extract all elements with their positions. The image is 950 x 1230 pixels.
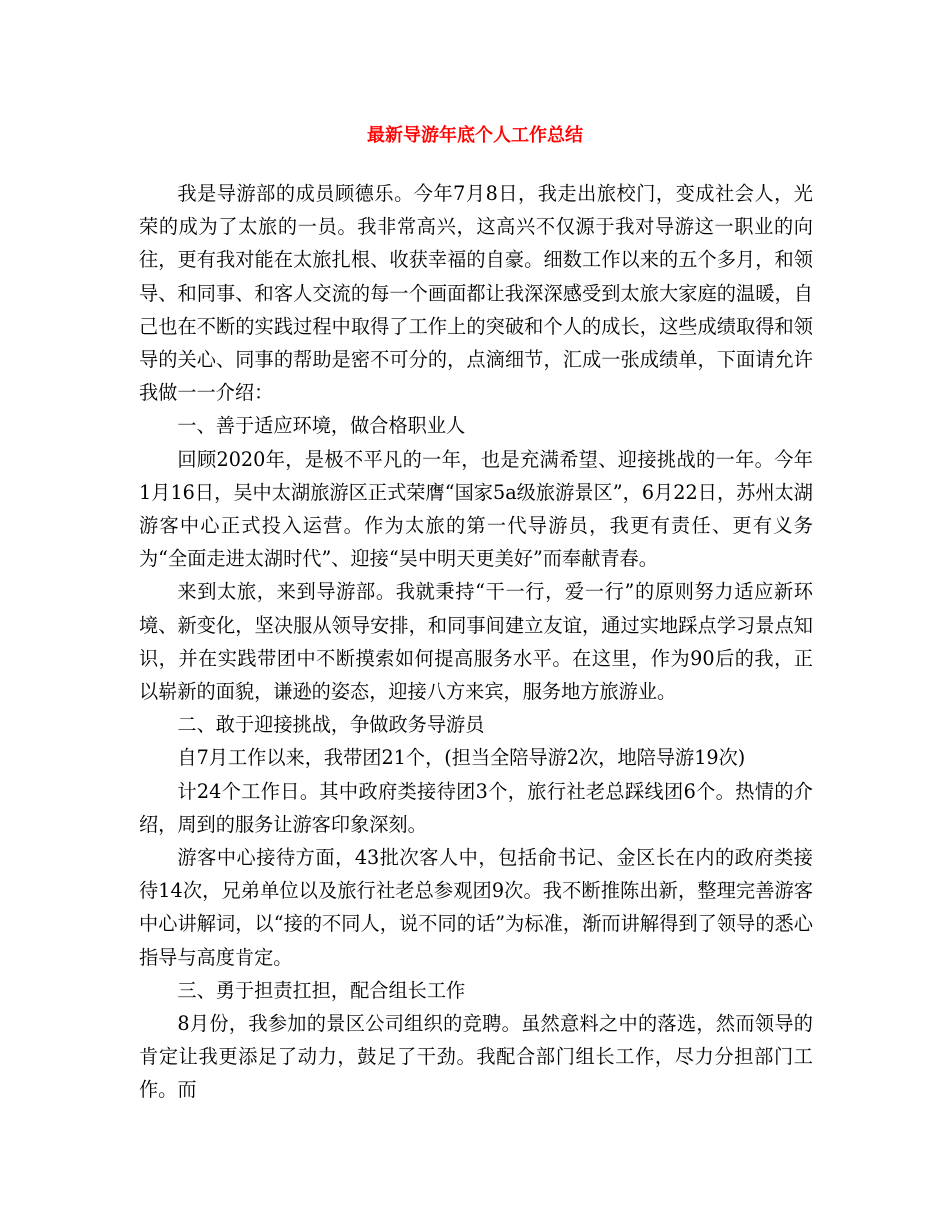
paragraph: 计24个工作日。其中政府类接待团3个，旅行社老总踩线团6个。热情的介绍，周到的服务让游客印象深刻。 (139, 779, 813, 836)
paragraph-intro: 我是导游部的成员顾德乐。今年7月8日，我走出旅校门，变成社会人，光荣的成为了太旅的一员。我非常高兴，这高兴不仅源于我对导游这一职业的向往，更有我对能在太旅扎根、收获幸福的自豪。细数工作以来的五个多月，和领导、和同事、和客人交流的每一个画面都让我深深感受到太旅大家庭的温暖，自己也在不断的实践过程中取得了工作上的突破和个人的成长，这些成绩取得和领导的关心、同事的帮助是密不可分的，点滴细节，汇成一张成绩单，下面请允许我做一一介绍： (139, 182, 813, 405)
section-heading-1: 一、善于适应环境，做合格职业人 (177, 414, 466, 438)
paragraph: 8月份，我参加的景区公司组织的竞聘。虽然意料之中的落选，然而领导的肯定让我更添足了动力，鼓足了干劲。我配合部门组长工作，尽力分担部门工作。而 (139, 1012, 813, 1102)
document-body (139, 162, 813, 1107)
document-title: 最新导游年底个人工作总结 (367, 125, 583, 146)
section-heading-2: 二、敢于迎接挑战，争做政务导游员 (177, 713, 485, 737)
section-heading-3: 三、勇于担责扛担，配合组长工作 (177, 978, 466, 1002)
paragraph: 游客中心接待方面，43批次客人中，包括俞书记、金区长在内的政府类接待14次，兄弟单位以及旅行社老总参观团9次。我不断推陈出新，整理完善游客中心讲解词，以“接的不同人，说不同的话”为标准，渐而讲解得到了领导的悉心指导与高度肯定。 (139, 846, 813, 969)
paragraph: 自7月工作以来，我带团21个，(担当全陪导游2次，地陪导游19次) (177, 746, 746, 770)
paragraph: 来到太旅，来到导游部。我就秉持“干一行，爱一行”的原则努力适应新环境、新变化，坚决服从领导安排，和同事间建立友谊，通过实地踩点学习景点知识，并在实践带团中不断摸索如何提高服务水平。在这里，作为90后的我，正以崭新的面貌，谦逊的姿态，迎接八方来宾，服务地方旅游业。 (139, 580, 813, 704)
paragraph: 回顾2020年，是极不平凡的一年，也是充满希望、迎接挑战的一年。今年1月16日，吴中太湖旅游区正式荣膺“国家5a级旅游景区”，6月22日，苏州太湖游客中心正式投入运营。作为太旅的第一代导游员，我更有责任、更有义务为“全面走进太湖时代”、迎接“吴中明天更美好”而奉献青春。 (139, 447, 813, 571)
